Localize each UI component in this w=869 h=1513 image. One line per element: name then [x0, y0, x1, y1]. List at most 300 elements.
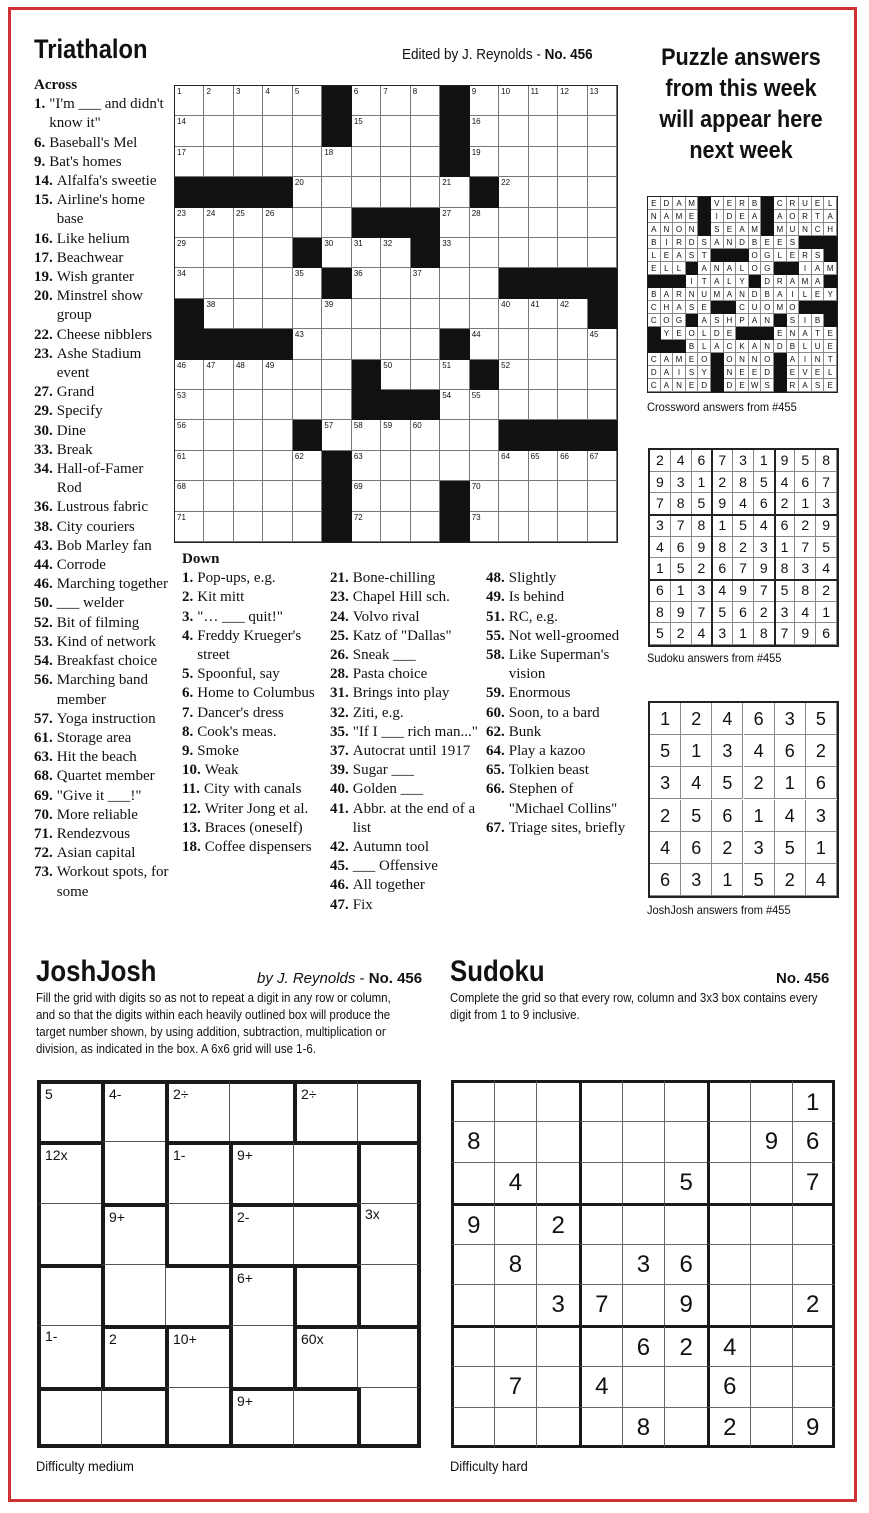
crossword-cell[interactable] — [293, 147, 322, 177]
sudoku-cell[interactable] — [536, 1244, 579, 1285]
crossword-cell[interactable] — [293, 481, 322, 511]
crossword-cell[interactable] — [204, 238, 233, 268]
sudoku-cell[interactable]: 4 — [494, 1162, 537, 1203]
sudoku-cell[interactable] — [494, 1203, 537, 1244]
crossword-cell[interactable] — [322, 238, 351, 268]
sudoku-cell[interactable]: 9 — [792, 1407, 835, 1448]
crossword-cell[interactable] — [411, 360, 440, 390]
crossword-cell[interactable] — [204, 512, 233, 542]
sudoku-cell[interactable] — [451, 1244, 494, 1285]
sudoku-cell[interactable] — [750, 1162, 793, 1203]
crossword-cell[interactable] — [234, 420, 263, 450]
sudoku-cell[interactable]: 8 — [494, 1244, 537, 1285]
sudoku-cell[interactable]: 2 — [707, 1407, 750, 1448]
sudoku-cell[interactable]: 6 — [622, 1325, 665, 1366]
crossword-cell[interactable] — [558, 481, 587, 511]
sudoku-cell[interactable] — [494, 1284, 537, 1325]
crossword-cell[interactable] — [322, 360, 351, 390]
crossword-cell[interactable] — [411, 299, 440, 329]
sudoku-cell[interactable] — [792, 1366, 835, 1407]
crossword-cell[interactable] — [204, 360, 233, 390]
crossword-cell[interactable] — [204, 86, 233, 116]
joshjosh-cell[interactable] — [101, 1325, 165, 1386]
crossword-cell[interactable] — [381, 147, 410, 177]
sudoku-cell[interactable]: 8 — [622, 1407, 665, 1448]
crossword-cell[interactable] — [204, 420, 233, 450]
crossword-cell[interactable] — [470, 116, 499, 146]
crossword-cell[interactable] — [234, 208, 263, 238]
sudoku-cell[interactable] — [664, 1203, 707, 1244]
crossword-cell[interactable] — [529, 177, 558, 207]
sudoku-cell[interactable] — [622, 1284, 665, 1325]
crossword-cell[interactable] — [352, 299, 381, 329]
crossword-cell[interactable] — [470, 420, 499, 450]
crossword-cell[interactable] — [411, 481, 440, 511]
crossword-cell[interactable] — [234, 512, 263, 542]
joshjosh-cell[interactable] — [357, 1264, 421, 1325]
crossword-cell[interactable] — [529, 481, 558, 511]
sudoku-cell[interactable] — [707, 1080, 750, 1121]
crossword-cell[interactable] — [175, 116, 204, 146]
crossword-cell[interactable] — [411, 268, 440, 298]
crossword-cell[interactable] — [588, 512, 617, 542]
sudoku-cell[interactable] — [579, 1121, 622, 1162]
crossword-cell[interactable] — [499, 86, 528, 116]
crossword-cell[interactable] — [499, 481, 528, 511]
crossword-cell[interactable] — [588, 360, 617, 390]
crossword-cell[interactable] — [293, 451, 322, 481]
crossword-cell[interactable] — [263, 512, 292, 542]
sudoku-cell[interactable]: 2 — [536, 1203, 579, 1244]
sudoku-cell[interactable]: 1 — [792, 1080, 835, 1121]
crossword-cell[interactable] — [440, 420, 469, 450]
crossword-cell[interactable] — [263, 481, 292, 511]
sudoku-cell[interactable] — [664, 1121, 707, 1162]
joshjosh-cell[interactable] — [357, 1141, 421, 1202]
sudoku-cell[interactable]: 8 — [451, 1121, 494, 1162]
sudoku-cell[interactable] — [579, 1407, 622, 1448]
crossword-cell[interactable] — [175, 451, 204, 481]
sudoku-cell[interactable]: 5 — [664, 1162, 707, 1203]
sudoku-cell[interactable]: 6 — [664, 1244, 707, 1285]
joshjosh-cell[interactable] — [37, 1325, 101, 1386]
crossword-cell[interactable] — [440, 451, 469, 481]
crossword-cell[interactable] — [440, 208, 469, 238]
joshjosh-cell[interactable] — [293, 1325, 357, 1386]
crossword-cell[interactable] — [558, 177, 587, 207]
crossword-cell[interactable] — [352, 116, 381, 146]
crossword-cell[interactable] — [175, 86, 204, 116]
crossword-cell[interactable] — [352, 329, 381, 359]
crossword-cell[interactable] — [588, 116, 617, 146]
sudoku-cell[interactable] — [451, 1284, 494, 1325]
crossword-cell[interactable] — [263, 116, 292, 146]
crossword-cell[interactable] — [411, 116, 440, 146]
joshjosh-cell[interactable] — [229, 1264, 293, 1325]
joshjosh-cell[interactable] — [37, 1141, 101, 1202]
sudoku-cell[interactable] — [750, 1244, 793, 1285]
crossword-cell[interactable] — [470, 86, 499, 116]
crossword-cell[interactable] — [529, 299, 558, 329]
crossword-cell[interactable] — [529, 208, 558, 238]
crossword-cell[interactable] — [529, 238, 558, 268]
crossword-cell[interactable] — [529, 86, 558, 116]
crossword-cell[interactable] — [470, 481, 499, 511]
crossword-cell[interactable] — [234, 360, 263, 390]
crossword-cell[interactable] — [234, 299, 263, 329]
sudoku-cell[interactable] — [707, 1121, 750, 1162]
crossword-cell[interactable] — [204, 208, 233, 238]
crossword-cell[interactable] — [234, 86, 263, 116]
sudoku-cell[interactable] — [750, 1325, 793, 1366]
crossword-cell[interactable] — [470, 451, 499, 481]
sudoku-cell[interactable] — [494, 1121, 537, 1162]
sudoku-cell[interactable] — [664, 1080, 707, 1121]
sudoku-cell[interactable] — [750, 1407, 793, 1448]
joshjosh-cell[interactable] — [293, 1141, 357, 1202]
crossword-cell[interactable] — [499, 512, 528, 542]
crossword-cell[interactable] — [263, 360, 292, 390]
crossword-cell[interactable] — [440, 299, 469, 329]
crossword-cell[interactable] — [293, 360, 322, 390]
crossword-cell[interactable] — [322, 299, 351, 329]
crossword-cell[interactable] — [499, 451, 528, 481]
crossword-cell[interactable] — [175, 360, 204, 390]
crossword-cell[interactable] — [470, 147, 499, 177]
crossword-cell[interactable] — [352, 177, 381, 207]
crossword-cell[interactable] — [588, 390, 617, 420]
sudoku-cell[interactable] — [622, 1366, 665, 1407]
sudoku-cell[interactable] — [664, 1366, 707, 1407]
crossword-cell[interactable] — [588, 329, 617, 359]
joshjosh-cell[interactable] — [165, 1387, 229, 1448]
crossword-cell[interactable] — [204, 147, 233, 177]
sudoku-cell[interactable]: 6 — [792, 1121, 835, 1162]
joshjosh-cell[interactable] — [37, 1387, 101, 1448]
crossword-cell[interactable] — [293, 268, 322, 298]
sudoku-cell[interactable] — [750, 1203, 793, 1244]
crossword-cell[interactable] — [263, 86, 292, 116]
crossword-cell[interactable] — [322, 420, 351, 450]
crossword-cell[interactable] — [499, 147, 528, 177]
crossword-cell[interactable] — [234, 147, 263, 177]
crossword-cell[interactable] — [352, 512, 381, 542]
sudoku-cell[interactable] — [792, 1203, 835, 1244]
sudoku-cell[interactable]: 6 — [707, 1366, 750, 1407]
crossword-cell[interactable] — [499, 177, 528, 207]
crossword-cell[interactable] — [352, 420, 381, 450]
joshjosh-cell[interactable] — [37, 1080, 101, 1141]
sudoku-cell[interactable]: 9 — [664, 1284, 707, 1325]
crossword-cell[interactable] — [499, 299, 528, 329]
crossword-cell[interactable] — [263, 299, 292, 329]
crossword-cell[interactable] — [529, 147, 558, 177]
crossword-cell[interactable] — [234, 390, 263, 420]
sudoku-cell[interactable]: 3 — [622, 1244, 665, 1285]
crossword-cell[interactable] — [558, 238, 587, 268]
crossword-cell[interactable] — [175, 208, 204, 238]
crossword-cell[interactable] — [204, 116, 233, 146]
crossword-cell[interactable] — [175, 268, 204, 298]
sudoku-cell[interactable] — [579, 1203, 622, 1244]
crossword-cell[interactable] — [411, 420, 440, 450]
crossword-cell[interactable] — [293, 86, 322, 116]
sudoku-cell[interactable]: 9 — [750, 1121, 793, 1162]
crossword-cell[interactable] — [529, 360, 558, 390]
joshjosh-cell[interactable] — [229, 1325, 293, 1386]
sudoku-cell[interactable] — [622, 1162, 665, 1203]
joshjosh-cell[interactable] — [165, 1080, 229, 1141]
joshjosh-cell[interactable] — [101, 1203, 165, 1264]
joshjosh-cell[interactable] — [293, 1387, 357, 1448]
crossword-cell[interactable] — [558, 360, 587, 390]
crossword-cell[interactable] — [440, 268, 469, 298]
crossword-cell[interactable] — [558, 116, 587, 146]
crossword-cell[interactable] — [381, 420, 410, 450]
crossword-cell[interactable] — [263, 147, 292, 177]
crossword-cell[interactable] — [234, 268, 263, 298]
sudoku-cell[interactable] — [622, 1121, 665, 1162]
crossword-cell[interactable] — [558, 512, 587, 542]
sudoku-cell[interactable] — [579, 1080, 622, 1121]
crossword-cell[interactable] — [558, 390, 587, 420]
sudoku-cell[interactable]: 9 — [451, 1203, 494, 1244]
crossword-cell[interactable] — [440, 360, 469, 390]
sudoku-cell[interactable] — [494, 1080, 537, 1121]
crossword-cell[interactable] — [293, 208, 322, 238]
crossword-cell[interactable] — [263, 451, 292, 481]
joshjosh-cell[interactable] — [101, 1387, 165, 1448]
crossword-cell[interactable] — [411, 86, 440, 116]
sudoku-cell[interactable] — [664, 1407, 707, 1448]
sudoku-cell[interactable] — [451, 1325, 494, 1366]
joshjosh-cell[interactable] — [101, 1080, 165, 1141]
sudoku-cell[interactable] — [622, 1080, 665, 1121]
crossword-cell[interactable] — [470, 299, 499, 329]
sudoku-cell[interactable] — [579, 1162, 622, 1203]
crossword-cell[interactable] — [234, 238, 263, 268]
crossword-cell[interactable] — [263, 420, 292, 450]
sudoku-cell[interactable] — [536, 1121, 579, 1162]
crossword-cell[interactable] — [411, 177, 440, 207]
crossword-cell[interactable] — [470, 208, 499, 238]
crossword-cell[interactable] — [352, 481, 381, 511]
crossword-cell[interactable] — [263, 208, 292, 238]
sudoku-cell[interactable] — [494, 1325, 537, 1366]
sudoku-cell[interactable] — [579, 1325, 622, 1366]
sudoku-cell[interactable] — [707, 1162, 750, 1203]
joshjosh-cell[interactable] — [293, 1203, 357, 1264]
crossword-cell[interactable] — [558, 451, 587, 481]
joshjosh-cell[interactable] — [293, 1264, 357, 1325]
sudoku-cell[interactable] — [792, 1244, 835, 1285]
sudoku-cell[interactable] — [579, 1244, 622, 1285]
crossword-cell[interactable] — [411, 451, 440, 481]
joshjosh-cell[interactable] — [293, 1080, 357, 1141]
crossword-cell[interactable] — [588, 86, 617, 116]
crossword-cell[interactable] — [175, 147, 204, 177]
sudoku-cell[interactable] — [451, 1407, 494, 1448]
crossword-cell[interactable] — [529, 116, 558, 146]
crossword-cell[interactable] — [352, 238, 381, 268]
joshjosh-cell[interactable] — [229, 1387, 293, 1448]
crossword-cell[interactable] — [322, 390, 351, 420]
crossword-cell[interactable] — [529, 512, 558, 542]
sudoku-cell[interactable]: 7 — [579, 1284, 622, 1325]
crossword-cell[interactable] — [381, 177, 410, 207]
crossword-cell[interactable] — [470, 329, 499, 359]
sudoku-cell[interactable] — [451, 1162, 494, 1203]
crossword-cell[interactable] — [588, 147, 617, 177]
crossword-cell[interactable] — [293, 390, 322, 420]
crossword-cell[interactable] — [499, 390, 528, 420]
crossword-cell[interactable] — [381, 268, 410, 298]
crossword-cell[interactable] — [470, 512, 499, 542]
sudoku-cell[interactable] — [451, 1366, 494, 1407]
crossword-cell[interactable] — [234, 481, 263, 511]
crossword-cell[interactable] — [440, 177, 469, 207]
crossword-cell[interactable] — [263, 238, 292, 268]
sudoku-cell[interactable] — [536, 1325, 579, 1366]
crossword-cell[interactable] — [381, 299, 410, 329]
crossword-cell[interactable] — [352, 147, 381, 177]
joshjosh-cell[interactable] — [101, 1264, 165, 1325]
sudoku-cell[interactable] — [707, 1203, 750, 1244]
crossword-cell[interactable] — [352, 451, 381, 481]
sudoku-cell[interactable] — [536, 1366, 579, 1407]
sudoku-cell[interactable]: 4 — [707, 1325, 750, 1366]
crossword-cell[interactable] — [381, 116, 410, 146]
crossword-cell[interactable] — [529, 451, 558, 481]
joshjosh-cell[interactable] — [165, 1264, 229, 1325]
crossword-cell[interactable] — [263, 268, 292, 298]
crossword-cell[interactable] — [322, 208, 351, 238]
crossword-cell[interactable] — [381, 238, 410, 268]
crossword-cell[interactable] — [588, 177, 617, 207]
sudoku-cell[interactable] — [536, 1407, 579, 1448]
joshjosh-cell[interactable] — [229, 1203, 293, 1264]
crossword-cell[interactable] — [558, 329, 587, 359]
crossword-cell[interactable] — [293, 512, 322, 542]
crossword-cell[interactable] — [411, 147, 440, 177]
crossword-cell[interactable] — [588, 238, 617, 268]
sudoku-cell[interactable] — [536, 1080, 579, 1121]
crossword-cell[interactable] — [558, 208, 587, 238]
crossword-cell[interactable] — [381, 329, 410, 359]
crossword-cell[interactable] — [204, 299, 233, 329]
sudoku-cell[interactable] — [750, 1284, 793, 1325]
crossword-cell[interactable] — [293, 329, 322, 359]
crossword-cell[interactable] — [175, 390, 204, 420]
crossword-cell[interactable] — [293, 177, 322, 207]
crossword-cell[interactable] — [558, 147, 587, 177]
crossword-cell[interactable] — [293, 116, 322, 146]
crossword-cell[interactable] — [381, 360, 410, 390]
crossword-cell[interactable] — [234, 451, 263, 481]
crossword-cell[interactable] — [411, 329, 440, 359]
sudoku-cell[interactable]: 2 — [792, 1284, 835, 1325]
crossword-cell[interactable] — [175, 481, 204, 511]
sudoku-cell[interactable]: 7 — [792, 1162, 835, 1203]
joshjosh-cell[interactable] — [357, 1203, 421, 1264]
crossword-cell[interactable] — [529, 329, 558, 359]
crossword-cell[interactable] — [204, 390, 233, 420]
sudoku-cell[interactable] — [536, 1162, 579, 1203]
crossword-cell[interactable] — [204, 268, 233, 298]
crossword-cell[interactable] — [381, 86, 410, 116]
sudoku-cell[interactable]: 4 — [579, 1366, 622, 1407]
crossword-cell[interactable] — [322, 329, 351, 359]
sudoku-cell[interactable] — [451, 1080, 494, 1121]
crossword-cell[interactable] — [322, 147, 351, 177]
sudoku-cell[interactable]: 3 — [536, 1284, 579, 1325]
crossword-cell[interactable] — [588, 451, 617, 481]
crossword-cell[interactable] — [411, 512, 440, 542]
crossword-cell[interactable] — [588, 481, 617, 511]
joshjosh-cell[interactable] — [165, 1141, 229, 1202]
crossword-cell[interactable] — [381, 512, 410, 542]
sudoku-cell[interactable] — [750, 1080, 793, 1121]
crossword-cell[interactable] — [499, 238, 528, 268]
crossword-cell[interactable] — [204, 451, 233, 481]
sudoku-cell[interactable] — [494, 1407, 537, 1448]
sudoku-cell[interactable]: 2 — [664, 1325, 707, 1366]
joshjosh-cell[interactable] — [37, 1203, 101, 1264]
crossword-cell[interactable] — [440, 390, 469, 420]
crossword-cell[interactable] — [440, 238, 469, 268]
crossword-cell[interactable] — [352, 86, 381, 116]
crossword-cell[interactable] — [499, 360, 528, 390]
crossword-cell[interactable] — [470, 390, 499, 420]
sudoku-cell[interactable] — [750, 1366, 793, 1407]
crossword-cell[interactable] — [381, 451, 410, 481]
joshjosh-cell[interactable] — [357, 1387, 421, 1448]
sudoku-cell[interactable]: 7 — [494, 1366, 537, 1407]
crossword-cell[interactable] — [588, 208, 617, 238]
joshjosh-cell[interactable] — [357, 1325, 421, 1386]
joshjosh-cell[interactable] — [229, 1141, 293, 1202]
joshjosh-cell[interactable] — [357, 1080, 421, 1141]
crossword-cell[interactable] — [499, 208, 528, 238]
crossword-cell[interactable] — [175, 238, 204, 268]
crossword-cell[interactable] — [381, 481, 410, 511]
crossword-cell[interactable] — [499, 116, 528, 146]
joshjosh-cell[interactable] — [165, 1325, 229, 1386]
crossword-cell[interactable] — [529, 390, 558, 420]
crossword-cell[interactable] — [293, 299, 322, 329]
joshjosh-cell[interactable] — [37, 1264, 101, 1325]
crossword-cell[interactable] — [322, 177, 351, 207]
crossword-cell[interactable] — [234, 116, 263, 146]
crossword-cell[interactable] — [263, 390, 292, 420]
joshjosh-cell[interactable] — [165, 1203, 229, 1264]
sudoku-cell[interactable] — [707, 1244, 750, 1285]
crossword-cell[interactable] — [470, 238, 499, 268]
crossword-cell[interactable] — [558, 299, 587, 329]
joshjosh-cell[interactable] — [229, 1080, 293, 1141]
sudoku-cell[interactable] — [622, 1203, 665, 1244]
sudoku-cell[interactable] — [707, 1284, 750, 1325]
crossword-cell[interactable] — [352, 268, 381, 298]
crossword-cell[interactable] — [558, 86, 587, 116]
crossword-cell[interactable] — [204, 481, 233, 511]
crossword-cell[interactable] — [499, 329, 528, 359]
joshjosh-cell[interactable] — [101, 1141, 165, 1202]
crossword-cell[interactable] — [175, 512, 204, 542]
sudoku-cell[interactable] — [792, 1325, 835, 1366]
crossword-cell[interactable] — [175, 420, 204, 450]
crossword-cell[interactable] — [470, 268, 499, 298]
